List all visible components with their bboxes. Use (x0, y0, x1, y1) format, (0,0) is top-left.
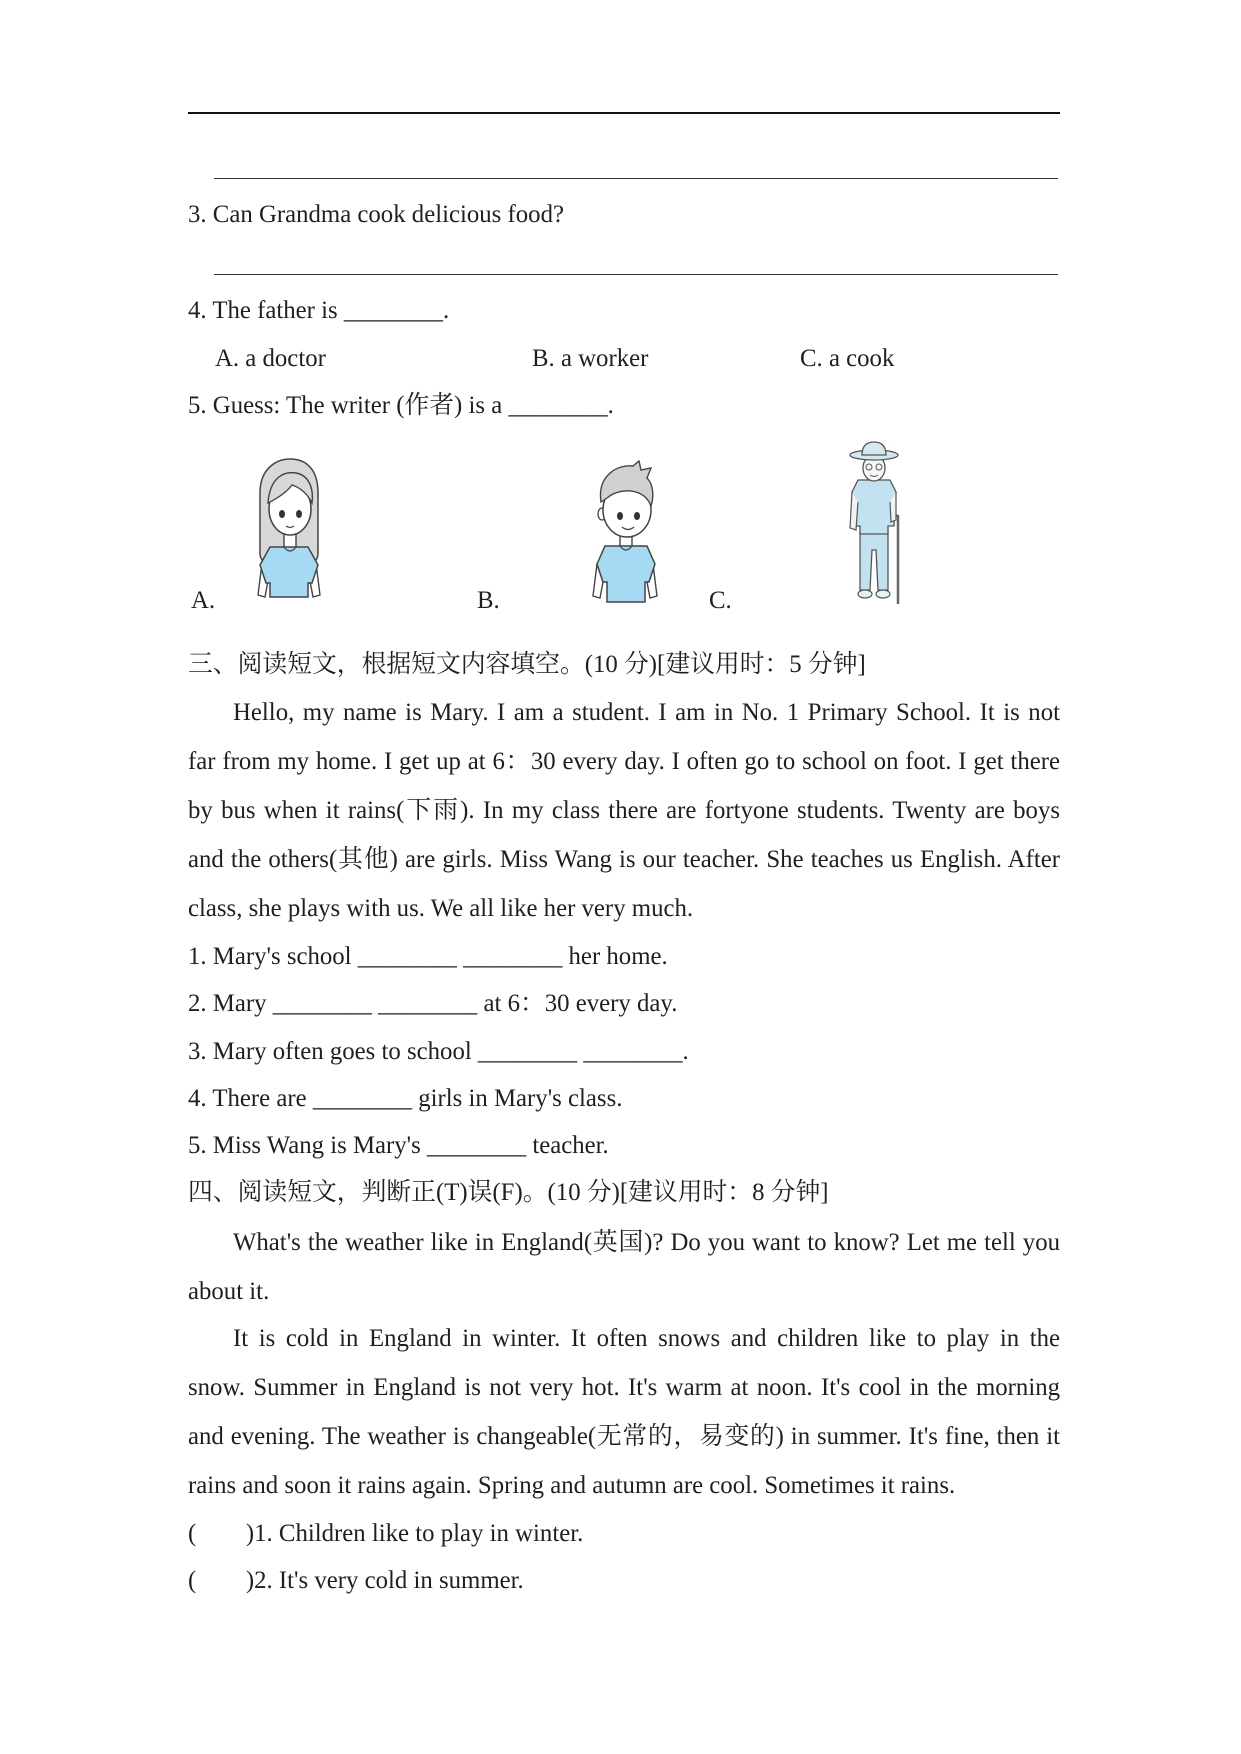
boy-shirt (597, 532, 655, 602)
boy-face (598, 461, 653, 537)
answer-line-q2 (214, 178, 1058, 179)
section4-heading: 四、阅读短文，判断正(T)误(F)。(10 分)[建议用时：8 分钟] (188, 1179, 829, 1206)
girl-illustration (248, 457, 328, 603)
section3-passage-line: class, she plays with us. We all like her very much. (188, 895, 694, 922)
q5-option-c-label: C. (709, 587, 732, 614)
question-5: 5. Guess: The writer (作者) is a ________. (188, 392, 614, 419)
section3-question: 3. Mary often goes to school ________ ________. (188, 1038, 689, 1065)
old-man-head (850, 442, 898, 481)
old-man-illustration (844, 440, 906, 606)
question-4: 4. The father is ________. (188, 297, 450, 324)
q5-option-b-label: B. (477, 587, 500, 614)
section3-question: 1. Mary's school ________ ________ her home. (188, 943, 668, 970)
question-3: 3. Can Grandma cook delicious food? (188, 201, 564, 228)
q5-option-a-label: A. (191, 587, 216, 614)
section3-passage-line: and the others(其他) are girls. Miss Wang is our teacher. She teaches us English. After (188, 846, 1060, 873)
q4-option-a: A. a doctor (215, 345, 326, 372)
section4-passage-line: It is cold in England in winter. It often snows and children like to play in the (233, 1325, 1060, 1352)
section3-passage-line: far from my home. I get up at 6：30 every day. I often go to school on foot. I get there (188, 748, 1060, 775)
section4-question: ( )1. Children like to play in winter. (188, 1520, 584, 1547)
section3-heading: 三、阅读短文，根据短文内容填空。(10 分)[建议用时：5 分钟] (188, 651, 866, 678)
boy-illustration (587, 460, 663, 608)
old-man-clothes (850, 480, 896, 598)
section3-question: 4. There are ________ girls in Mary's class. (188, 1085, 623, 1112)
section4-question: ( )2. It's very cold in summer. (188, 1567, 524, 1594)
old-man-cane (892, 516, 898, 604)
section3-passage-line: by bus when it rains(下雨). In my class there are fortyone students. Twenty are boys (188, 797, 1060, 824)
section3-question: 5. Miss Wang is Mary's ________ teacher. (188, 1132, 609, 1159)
answer-line-q3 (214, 274, 1058, 275)
section4-passage-line: about it. (188, 1278, 270, 1305)
section3-question: 2. Mary ________ ________ at 6：30 every day. (188, 990, 678, 1017)
section4-passage-line: and evening. The weather is changeable(无常的，易变的) in summer. It's fine, then it (188, 1423, 1060, 1450)
section4-passage-line: What's the weather like in England(英国)? Do you want to know? Let me tell you (233, 1229, 1060, 1256)
section4-passage-line: snow. Summer in England is not very hot. It's warm at noon. It's cool in the morning (188, 1374, 1060, 1401)
section4-passage-line: rains and soon it rains again. Spring and autumn are cool. Sometimes it rains. (188, 1472, 956, 1499)
q4-option-b: B. a worker (532, 345, 649, 372)
section3-passage-line: Hello, my name is Mary. I am a student. I am in No. 1 Primary School. It is not (233, 699, 1060, 726)
top-answer-line (188, 112, 1060, 114)
q4-option-c: C. a cook (800, 345, 895, 372)
girl-face (268, 473, 312, 535)
